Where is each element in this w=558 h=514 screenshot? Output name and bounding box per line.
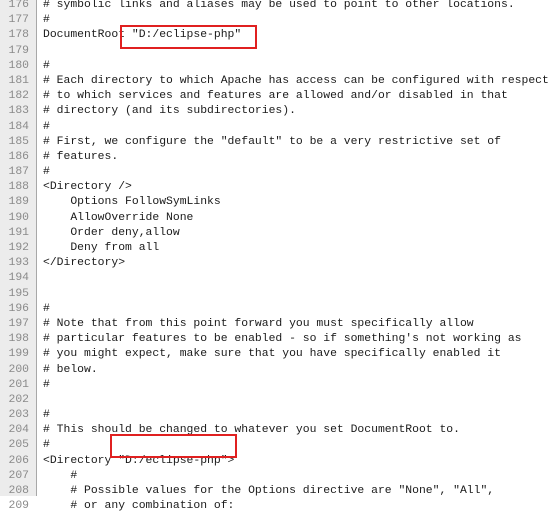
line-text[interactable]: # <box>43 120 50 133</box>
code-line <box>0 89 558 104</box>
line-text[interactable]: # Note that from this point forward you must specifically allow <box>43 317 474 330</box>
code-line <box>0 271 558 286</box>
line-number: 183 <box>8 105 29 118</box>
line-number: 205 <box>8 439 29 452</box>
line-number: 202 <box>8 393 29 406</box>
document-root-line[interactable]: DocumentRoot "D:/eclipse-php" <box>43 29 242 42</box>
line-number: 179 <box>8 44 29 57</box>
code-line <box>0 393 558 408</box>
line-text[interactable]: # to which services and features are allowed and/or disabled in that <box>43 90 508 103</box>
line-number: 190 <box>8 211 29 224</box>
code-line <box>0 13 558 28</box>
code-line <box>0 347 558 362</box>
code-line <box>0 150 558 165</box>
line-number: 185 <box>8 135 29 148</box>
code-line <box>0 408 558 423</box>
line-text[interactable]: # First, we configure the "default" to be a very restrictive set of <box>43 135 501 148</box>
code-line <box>0 74 558 89</box>
line-text[interactable]: # particular features to be enabled - so if something's not working as <box>43 333 522 346</box>
line-text[interactable]: # symbolic links and aliases may be used to point to other locations. <box>43 0 515 11</box>
line-text[interactable]: # <box>43 469 78 482</box>
code-line <box>0 438 558 453</box>
line-number: 203 <box>8 409 29 422</box>
line-number: 201 <box>8 378 29 391</box>
line-text[interactable]: # <box>43 409 50 422</box>
line-text[interactable]: # features. <box>43 150 119 163</box>
line-text[interactable]: # This should be changed to whatever you set DocumentRoot to. <box>43 424 460 437</box>
line-number: 178 <box>8 29 29 42</box>
code-line <box>0 0 558 13</box>
code-line <box>0 469 558 484</box>
line-number: 182 <box>8 90 29 103</box>
code-line <box>0 287 558 302</box>
code-line <box>0 256 558 271</box>
code-line <box>0 44 558 59</box>
code-line <box>0 317 558 332</box>
code-line <box>0 195 558 210</box>
line-number: 187 <box>8 166 29 179</box>
line-text[interactable]: Order deny,allow <box>43 226 180 239</box>
line-number: 176 <box>8 0 29 11</box>
line-number: 191 <box>8 226 29 239</box>
line-number: 198 <box>8 333 29 346</box>
line-text[interactable]: # <box>43 166 50 179</box>
code-line <box>0 180 558 195</box>
line-number: 206 <box>8 454 29 467</box>
code-line <box>0 120 558 135</box>
line-number: 209 <box>8 500 29 513</box>
line-text[interactable]: # Each directory to which Apache has access can be configured with respect <box>43 74 549 87</box>
code-line <box>0 211 558 226</box>
line-text[interactable]: # below. <box>43 363 98 376</box>
line-text[interactable]: Options FollowSymLinks <box>43 196 221 209</box>
line-text[interactable]: # <box>43 378 50 391</box>
code-line <box>0 28 558 43</box>
line-number: 204 <box>8 424 29 437</box>
code-line <box>0 499 558 514</box>
line-number: 207 <box>8 469 29 482</box>
line-number: 193 <box>8 257 29 270</box>
line-number: 199 <box>8 348 29 361</box>
line-text[interactable]: AllowOverride None <box>43 211 194 224</box>
code-line <box>0 484 558 499</box>
line-text[interactable]: # <box>43 302 50 315</box>
code-line <box>0 104 558 119</box>
line-number: 186 <box>8 150 29 163</box>
line-text[interactable]: # you might expect, make sure that you have specifically enabled it <box>43 348 501 361</box>
code-line <box>0 423 558 438</box>
line-text[interactable]: # <box>43 59 50 72</box>
line-text[interactable]: # or any combination of: <box>43 500 235 513</box>
line-number: 188 <box>8 181 29 194</box>
line-number: 192 <box>8 242 29 254</box>
line-number: 180 <box>8 59 29 72</box>
line-number: 184 <box>8 120 29 133</box>
line-number: 177 <box>8 14 29 27</box>
code-line <box>0 332 558 347</box>
line-number: 208 <box>8 485 29 497</box>
line-number: 194 <box>8 272 29 285</box>
code-line <box>0 241 558 256</box>
directory-tag-line[interactable]: <Directory "D:/eclipse-php"> <box>43 454 235 467</box>
line-text[interactable]: # Possible values for the Options directive are "None", "All", <box>43 485 495 497</box>
line-number: 189 <box>8 196 29 209</box>
line-text[interactable]: # <box>43 14 50 27</box>
code-line <box>0 226 558 241</box>
code-line <box>0 302 558 317</box>
line-text[interactable]: # directory (and its subdirectories). <box>43 105 296 118</box>
line-text[interactable]: </Directory> <box>43 257 126 270</box>
line-number: 197 <box>8 317 29 330</box>
line-number: 196 <box>8 302 29 315</box>
line-number: 195 <box>8 287 29 300</box>
code-line <box>0 165 558 180</box>
line-text[interactable]: Deny from all <box>43 242 160 254</box>
line-text[interactable]: <Directory /> <box>43 181 132 194</box>
line-number: 200 <box>8 363 29 376</box>
code-line <box>0 454 558 469</box>
code-line <box>0 135 558 150</box>
line-number: 181 <box>8 74 29 87</box>
code-line <box>0 59 558 74</box>
code-line <box>0 363 558 378</box>
line-text[interactable]: # <box>43 439 50 452</box>
code-line <box>0 378 558 393</box>
